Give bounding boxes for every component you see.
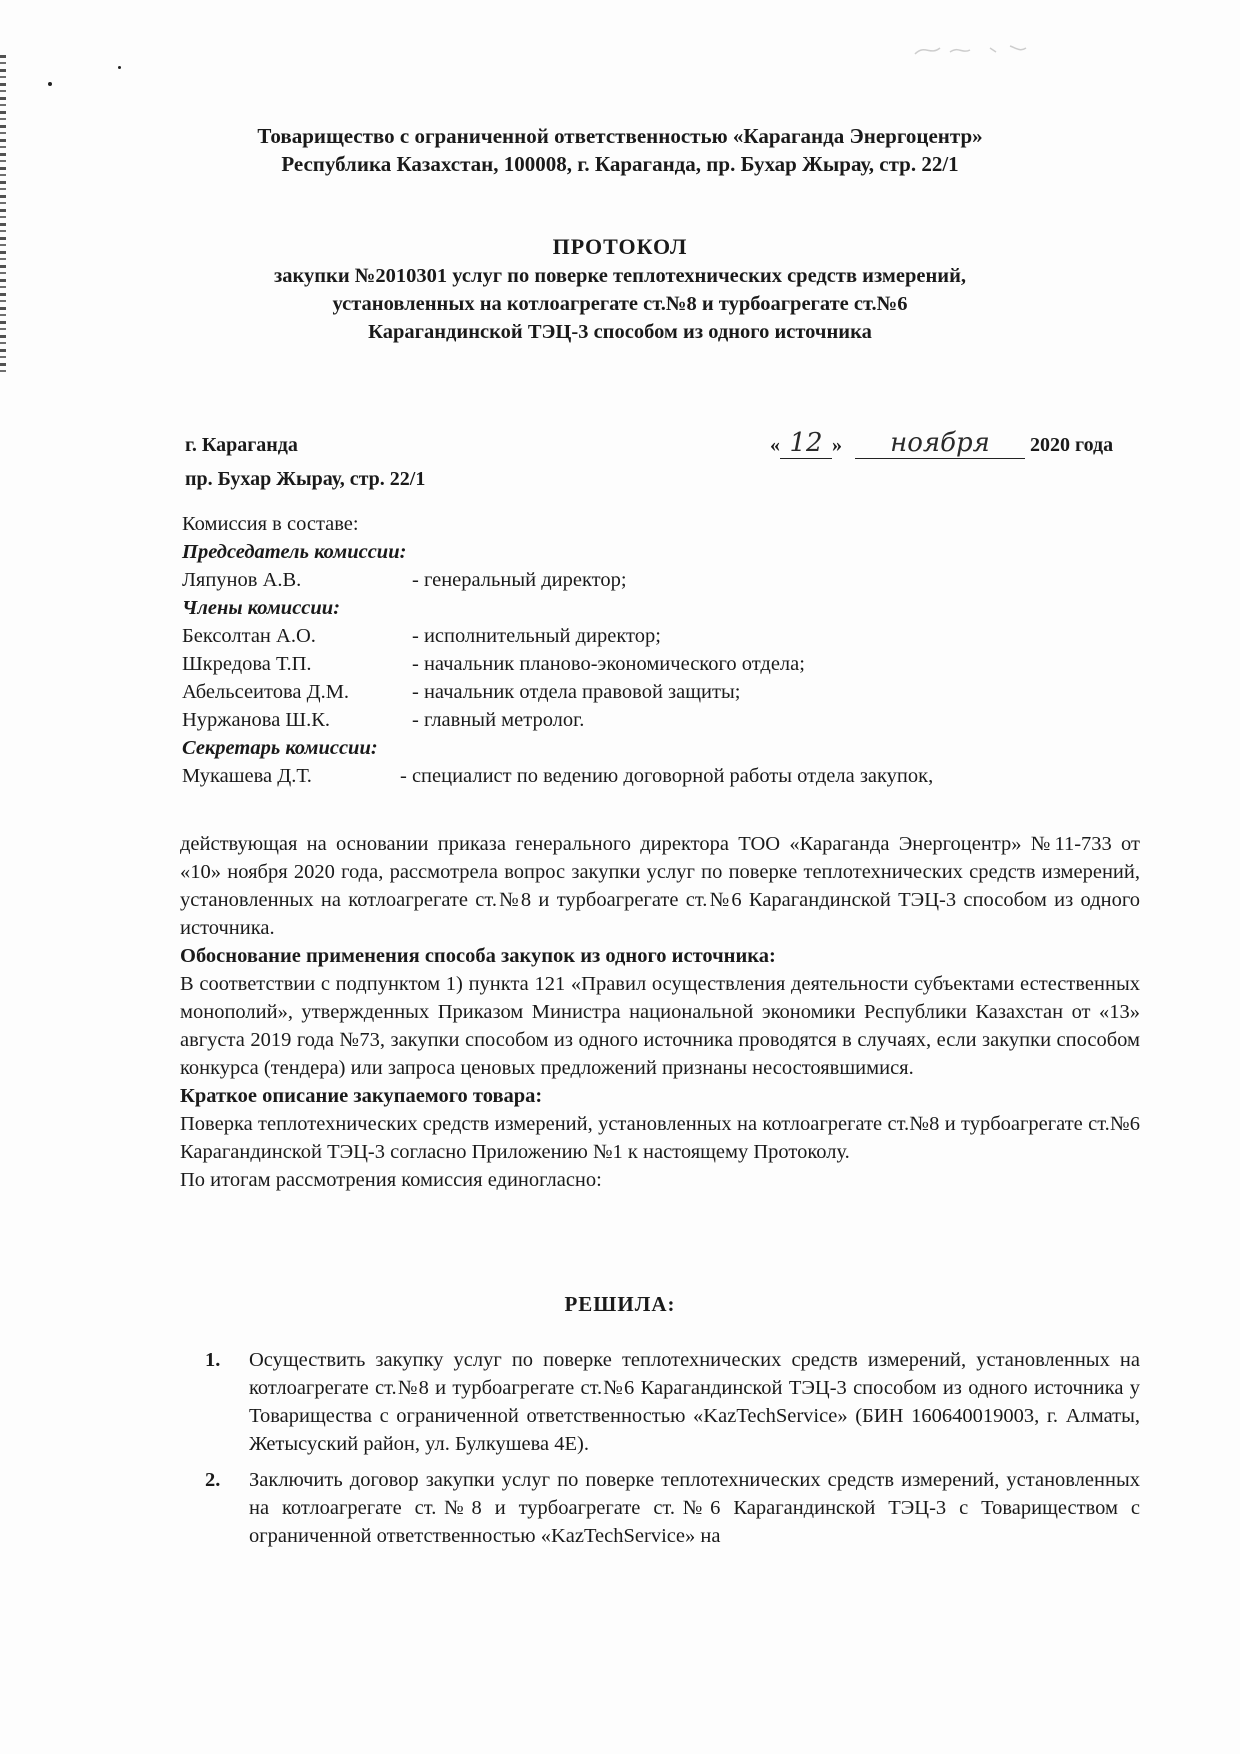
decisions-list xyxy=(205,1346,1140,1558)
member-entry xyxy=(182,678,1102,706)
commission-intro: Комиссия в составе: xyxy=(182,513,359,535)
member-name: Бексолтан А.О. xyxy=(182,625,316,647)
place-address: пр. Бухар Жырау, стр. 22/1 xyxy=(185,468,426,490)
decision-number: 2. xyxy=(205,1469,221,1491)
decision-text: Осуществить закупку услуг по поверке теплотехнических средств измерений, установленных на котлоагрегате ст.№8 и турбоагрегате ст.№6 Карагандинской ТЭЦ-3 способом из одного источника у Товарищества с ограниченной ответственностью «KazTechService» (БИН 160640019003, г. Алматы, Жетысуский район, ул. Булкушева 4Е). xyxy=(249,1349,1140,1455)
place-block xyxy=(185,428,425,496)
member-name: Нуржанова Ш.К. xyxy=(182,709,331,731)
decision-item xyxy=(205,1346,1140,1458)
member-role: - генеральный директор; xyxy=(412,569,627,591)
member-entry xyxy=(182,650,1102,678)
body-paragraph: По итогам рассмотрения комиссия единогласно: xyxy=(180,1169,602,1191)
decision-text: Заключить договор закупки услуг по поверке теплотехнических средств измерений, установленных на котлоагрегате ст.№8 и турбоагрегате ст.№6 Карагандинской ТЭЦ-3 с Товариществом с ограниченной ответственностью «KazTechService» на xyxy=(249,1469,1140,1547)
resolved-heading: РЕШИЛА: xyxy=(564,1292,676,1316)
scan-dot xyxy=(48,82,52,86)
title-line-3: Карагандинской ТЭЦ-3 способом из одного источника xyxy=(368,321,872,343)
member-name: Мукашева Д.Т. xyxy=(182,765,312,787)
member-role: - начальник отдела правовой защиты; xyxy=(412,681,741,703)
member-role: - специалист по ведению договорной работы отдела закупок, xyxy=(400,765,934,787)
chair-entry xyxy=(182,566,1102,594)
title-line-1: закупки №2010301 услуг по поверке теплотехнических средств измерений, xyxy=(273,265,967,287)
date-year: 2020 года xyxy=(1030,434,1114,456)
secretary-label: Секретарь комиссии: xyxy=(182,737,378,759)
member-entry xyxy=(182,706,1102,734)
place-city: г. Караганда xyxy=(185,434,298,456)
document-date xyxy=(770,428,1113,459)
member-name: Шкредова Т.П. xyxy=(182,653,312,675)
decision-number: 1. xyxy=(205,1349,221,1371)
member-entry xyxy=(182,622,1102,650)
member-role: - исполнительный директор; xyxy=(412,625,661,647)
scan-dot xyxy=(118,66,121,69)
members-label: Члены комиссии: xyxy=(182,597,341,619)
title-main: ПРОТОКОЛ xyxy=(552,234,688,259)
body-paragraph: В соответствии с подпунктом 1) пункта 121 «Правил осуществления деятельности субъектами естественных монополий», утвержденных Приказом Министра национальной экономики Республики Казахстан от «13» августа 2019 года №73, закупки способом из одного источника проводятся в случаях, если закупки способом конкурса (тендера) или запроса ценовых предложений признаны несостоявшимися. xyxy=(180,973,1140,1079)
member-name: Абельсеитова Д.М. xyxy=(182,681,350,703)
protocol-body xyxy=(180,830,1140,1194)
section-heading: Краткое описание закупаемого товара: xyxy=(180,1085,543,1107)
section-heading: Обоснование применения способа закупок из одного источника: xyxy=(180,945,776,967)
organization-header xyxy=(0,122,1240,178)
date-day: 12 xyxy=(780,428,832,459)
date-close-quote: » xyxy=(832,434,842,456)
commission-list xyxy=(182,510,1102,790)
member-role: - главный метролог. xyxy=(412,709,585,731)
organization-address: Республика Казахстан, 100008, г. Караганда, пр. Бухар Жырау, стр. 22/1 xyxy=(281,152,959,176)
body-paragraph: действующая на основании приказа генерального директора ТОО «Караганда Энергоцентр» №11-733 от «10» ноября 2020 года, рассмотрела вопрос закупки услуг по поверке теплотехнических средств измерений, установленных на котлоагрегате ст.№8 и турбоагрегате ст.№6 Карагандинской ТЭЦ-3 способом из одного источника. xyxy=(180,833,1140,939)
title-line-2: установленных на котлоагрегате ст.№8 и турбоагрегате ст.№6 xyxy=(332,293,908,315)
member-name: Ляпунов А.В. xyxy=(182,569,302,591)
faint-handwriting-mark xyxy=(910,38,1050,60)
chair-label: Председатель комиссии: xyxy=(182,541,407,563)
organization-name: Товарищество с ограниченной ответственностью «Караганда Энергоцентр» xyxy=(257,124,983,148)
date-month: ноября xyxy=(855,428,1025,459)
decision-item xyxy=(205,1466,1140,1550)
member-role: - начальник планово-экономического отдела; xyxy=(412,653,805,675)
document-title xyxy=(0,232,1240,346)
body-paragraph: Поверка теплотехнических средств измерений, установленных на котлоагрегате ст.№8 и турбоагрегате ст.№6 Карагандинской ТЭЦ-3 согласно Приложению №1 к настоящему Протоколу. xyxy=(180,1113,1140,1163)
secretary-entry xyxy=(182,762,1102,790)
date-open-quote: « xyxy=(770,434,780,456)
